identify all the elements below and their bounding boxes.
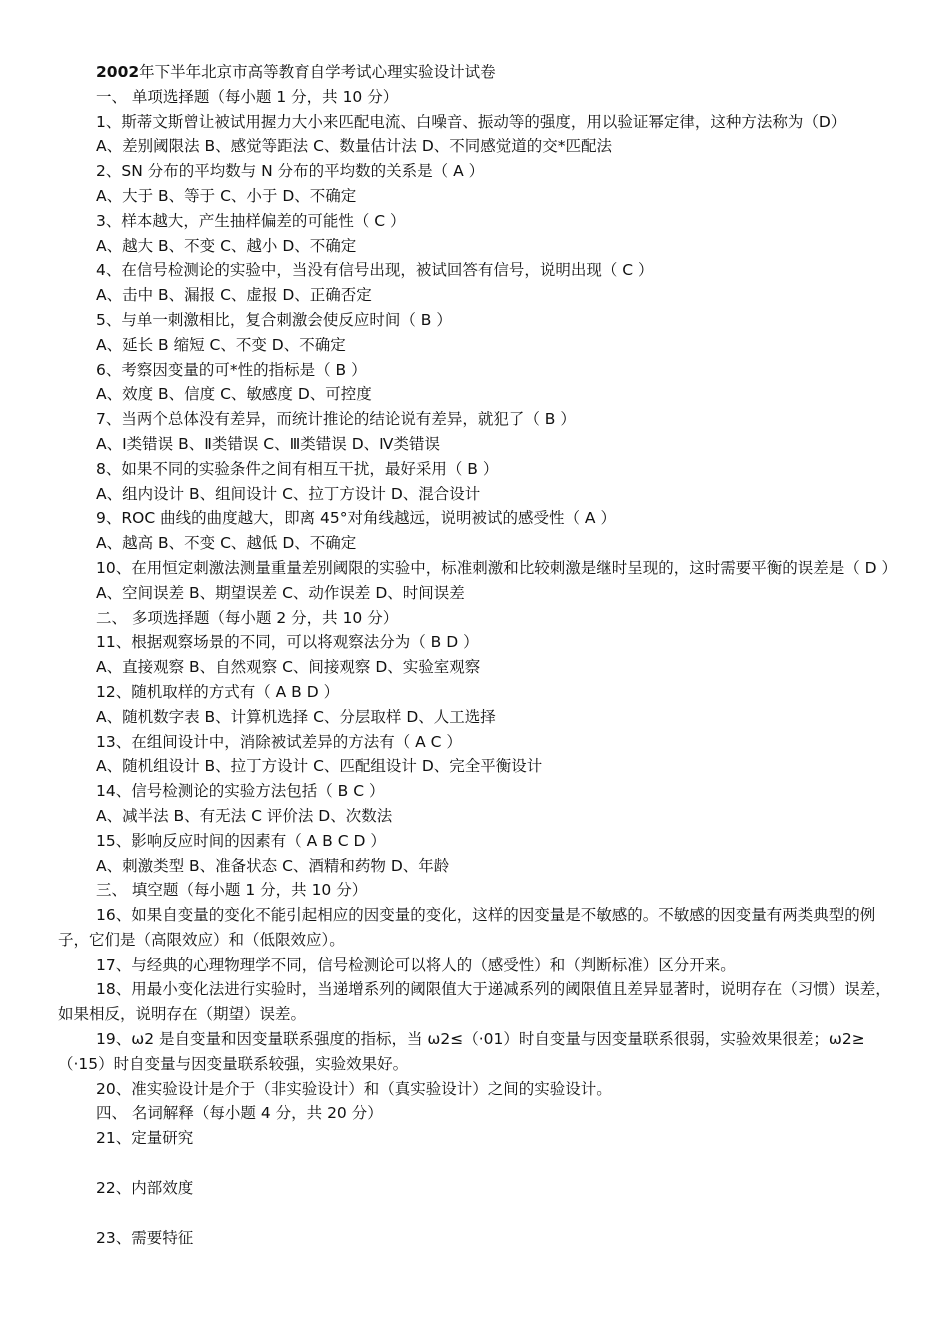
question-19: 19、ω2 是自变量和因变量联系强度的指标，当 ω2≤（·01）时自变量与因变量联系很弱，实验效果很差；ω2≥（·15）时自变量与因变量联系较强，实验效果好。 [58, 1030, 865, 1073]
question-13-options: A、随机组设计 B、拉丁方设计 C、匹配组设计 D、完全平衡设计 [96, 757, 543, 776]
question-4-options: A、击中 B、漏报 C、虚报 D、正确否定 [96, 286, 372, 305]
question-12: 12、随机取样的方式有（ A B D ） [96, 682, 340, 701]
question-1: 1、斯蒂文斯曾让被试用握力大小来匹配电流、白噪音、振动等的强度，用以验证幂定律，这种方法称为（D） [96, 112, 847, 131]
question-21: 21、定量研究 [96, 1129, 194, 1148]
question-12-options: A、随机数字表 B、计算机选择 C、分层取样 D、人工选择 [96, 707, 496, 726]
question-20: 20、准实验设计是介于（非实验设计）和（真实验设计）之间的实验设计。 [96, 1079, 612, 1098]
question-11: 11、根据观察场景的不同，可以将观察法分为（ B D ） [96, 633, 479, 652]
question-2: 2、SN 分布的平均数与 N 分布的平均数的关系是（ A ） [96, 162, 485, 181]
question-10-options: A、空间误差 B、期望误差 C、动作误差 D、时间误差 [96, 583, 465, 602]
question-16: 16、如果自变量的变化不能引起相应的因变量的变化，这样的因变量是不敏感的。不敏感的因变量有两类典型的例子，它们是（高限效应）和（低限效应）。 [58, 906, 876, 949]
question-6-options: A、效度 B、信度 C、敏感度 D、可控度 [96, 385, 372, 404]
question-3: 3、样本越大，产生抽样偏差的可能性（ C ） [96, 211, 406, 230]
question-14-options: A、减半法 B、有无法 C 评价法 D、次数法 [96, 806, 393, 825]
question-8-options: A、组内设计 B、组间设计 C、拉丁方设计 D、混合设计 [96, 484, 481, 503]
question-17: 17、与经典的心理物理学不同，信号检测论可以将人的（感受性）和（判断标准）区分开来。 [96, 955, 736, 974]
question-23: 23、需要特征 [96, 1228, 194, 1247]
question-13: 13、在组间设计中，消除被试差异的方法有（ A C ） [96, 732, 462, 751]
question-11-options: A、直接观察 B、自然观察 C、间接观察 D、实验室观察 [96, 658, 481, 677]
question-5-options: A、延长 B 缩短 C、不变 D、不确定 [96, 335, 346, 354]
question-22: 22、内部效度 [96, 1179, 194, 1198]
question-5: 5、与单一刺激相比，复合刺激会使反应时间（ B ） [96, 310, 452, 329]
question-9: 9、ROC 曲线的曲度越大，即离 45°对角线越远，说明被试的感受性（ A ） [96, 509, 616, 528]
question-18: 18、用最小变化法进行实验时，当递增系列的阈限值大于递减系列的阈限值且差异显著时，说明存在（习惯）误差，如果相反，说明存在（期望）误差。 [58, 980, 891, 1024]
question-3-options: A、越大 B、不变 C、越小 D、不确定 [96, 236, 357, 255]
section-3-heading: 三、 填空题（每小题 1 分，共 10 分） [96, 881, 368, 900]
question-8: 8、如果不同的实验条件之间有相互干扰，最好采用（ B ） [96, 459, 499, 478]
question-15: 15、影响反应时间的因素有（ A B C D ） [96, 831, 386, 850]
question-10: 10、在用恒定刺激法测量重量差别阈限的实验中，标准刺激和比较刺激是继时呈现的，这时需要平衡的误差是（ D ） [96, 558, 898, 577]
section-1-heading: 一、 单项选择题（每小题 1 分，共 10 分） [96, 87, 399, 106]
document-title: 2002年下半年北京市高等教育自学考试心理实验设计试卷 [96, 63, 496, 81]
question-14: 14、信号检测论的实验方法包括（ B C ） [96, 782, 385, 801]
question-4: 4、在信号检测论的实验中，当没有信号出现，被试回答有信号，说明出现（ C ） [96, 261, 654, 280]
section-2-heading: 二、 多项选择题（每小题 2 分，共 10 分） [96, 608, 399, 627]
question-1-options: A、差别阈限法 B、感觉等距法 C、数量估计法 D、不同感觉道的交*匹配法 [96, 137, 613, 156]
question-6: 6、考察因变量的可*性的指标是（ B ） [96, 360, 367, 379]
question-15-options: A、刺激类型 B、准备状态 C、酒精和药物 D、年龄 [96, 856, 450, 875]
question-2-options: A、大于 B、等于 C、小于 D、不确定 [96, 186, 357, 205]
question-9-options: A、越高 B、不变 C、越低 D、不确定 [96, 534, 357, 553]
question-7-options: A、Ⅰ类错误 B、Ⅱ类错误 C、Ⅲ类错误 D、Ⅳ类错误 [96, 434, 440, 453]
section-4-heading: 四、 名词解释（每小题 4 分，共 20 分） [96, 1104, 383, 1123]
question-7: 7、当两个总体没有差异，而统计推论的结论说有差异，就犯了（ B ） [96, 410, 576, 429]
